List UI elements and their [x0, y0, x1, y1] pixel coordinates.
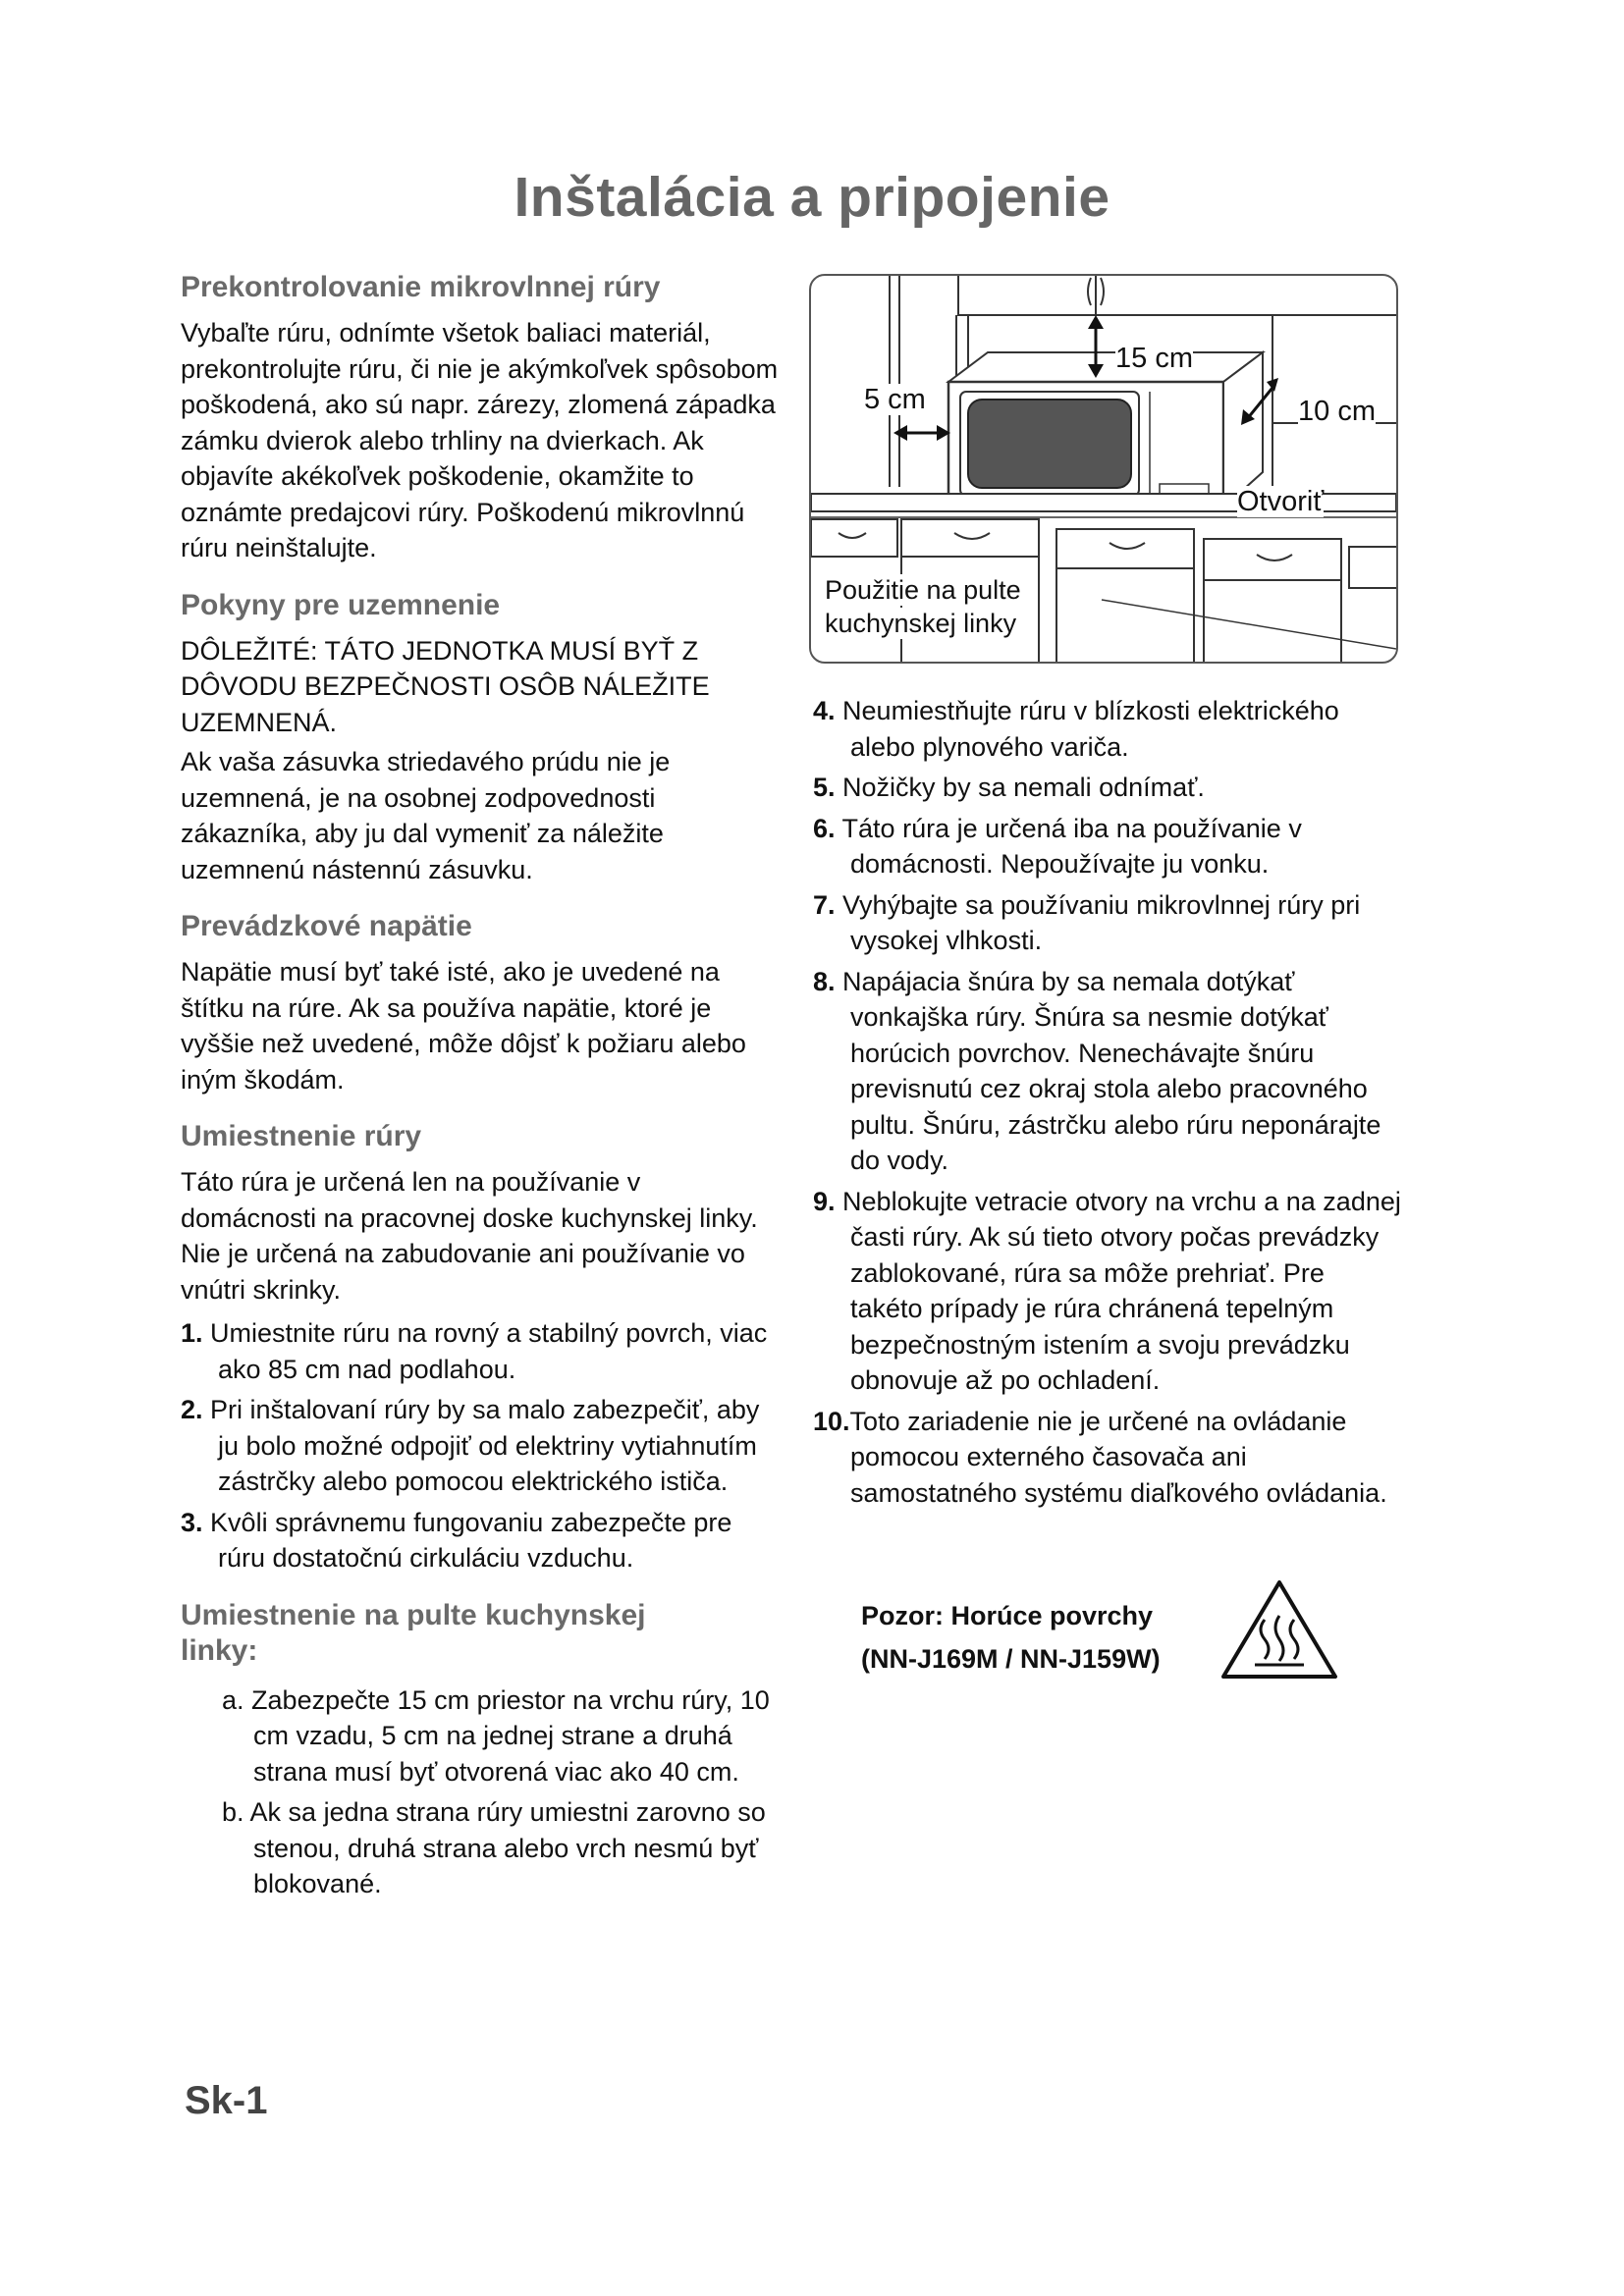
- section-countertop: [181, 1598, 780, 1902]
- list-item: 8. Napájacia šnúra by sa nemala dotýkať vonkajška rúry. Šnúra sa nesmie dotýkať horúcich povrchov. Nenechávajte šnúru previsnutú cez okraj stola alebo pracovného pultu. Šnúru, zástrčku alebo rúru neponárajte do vody.: [813, 966, 1381, 1175]
- list-item: 4. Neumiestňujte rúru v blízkosti elektrického alebo plynového variča.: [813, 696, 1339, 762]
- list-item: 2. Pri inštalovaní rúry by sa malo zabezpečiť, aby ju bolo možné odpojiť od elektriny vytiahnutím zástrčky alebo pomocou elektrického ističa.: [181, 1395, 760, 1496]
- section-text: Ak vaša zásuvka striedavého prúdu nie je uzemnená, je na osobnej zodpovednosti zákazníka, aby ju dal vymeniť za náležite uzemnenú nástennú zásuvku.: [181, 747, 671, 884]
- side-clearance-label: 5 cm: [864, 384, 926, 415]
- section-heading: Pokyny pre uzemnenie: [181, 588, 501, 621]
- placement-list: [181, 1315, 780, 1576]
- list-item: 10.Toto zariadenie nie je určené na ovládanie pomocou externého časovača ani samostatného systému diaľkového ovládania.: [813, 1406, 1387, 1508]
- page-title: Inštalácia a pripojenie: [514, 166, 1110, 229]
- top-clearance-label: 15 cm: [1115, 343, 1193, 374]
- section-text: Napätie musí byť také isté, ako je uvedené na štítku na rúre. Ak sa používa napätie, ktoré je vyššie než uvedené, môže dôjsť k požiaru alebo iným škodám.: [181, 957, 746, 1095]
- caution-text: [861, 1594, 1161, 1681]
- section-placement: [181, 1119, 780, 1576]
- list-item: 6. Táto rúra je určená iba na používanie v domácnosti. Nepoužívajte ju vonku.: [813, 813, 1302, 879]
- countertop-label-line2: kuchynskej linky: [825, 609, 1017, 638]
- section-text: Táto rúra je určená len na používanie v domácnosti na pracovnej doske kuchynskej linky. Nie je určená na zabudovanie ani používanie vo vnútri skrinky.: [181, 1167, 758, 1305]
- section-heading: Prevádzkové napätie: [181, 910, 472, 942]
- page-number: Sk-1: [185, 2079, 268, 2122]
- list-item: b. Ak sa jedna strana rúry umiestni zarovno so stenou, druhá strana alebo vrch nesmú byť blokované.: [222, 1797, 766, 1898]
- right-list: [813, 693, 1402, 1516]
- section-heading: Prekontrolovanie mikrovlnnej rúry: [181, 271, 661, 303]
- section-inspection: [181, 270, 780, 566]
- section-voltage: [181, 909, 780, 1097]
- back-clearance-label: 10 cm: [1298, 396, 1376, 427]
- countertop-label-line1: Použitie na pulte: [825, 575, 1021, 605]
- list-item: a. Zabezpečte 15 cm priestor na vrchu rúry, 10 cm vzadu, 5 cm na jednej strane a druhá strana musí byť otvorená viac ako 40 cm.: [222, 1684, 770, 1787]
- list-item: 3. Kvôli správnemu fungovaniu zabezpečte pre rúru dostatočnú cirkuláciu vzduchu.: [181, 1507, 732, 1573]
- installation-diagram: [809, 274, 1398, 664]
- important-notice: DÔLEŽITÉ: TÁTO JEDNOTKA MUSÍ BYŤ Z DÔVODU BEZPEČNOSTI OSÔB NÁLEŽITE UZEMNENÁ.: [181, 635, 710, 737]
- list-item: 1. Umiestnite rúru na rovný a stabilný povrch, viac ako 85 cm nad podlahou.: [181, 1318, 768, 1384]
- open-side-label: Otvoriť: [1237, 486, 1325, 517]
- list-item: 7. Vyhýbajte sa používaniu mikrovlnnej rúry pri vysokej vlhkosti.: [813, 889, 1361, 955]
- section-text: Vybaľte rúru, odnímte všetok baliaci materiál, prekontrolujte rúru, či nie je akýmkoľvek spôsobom poškodená, ako sú napr. zárezy, zlomená západka zámku dvierok alebo trhliny na dvierkach. Ak objavíte akékoľvek poškodenie, okamžite to oznámte predajcovi rúry. Poškodenú mikrovlnnú rúru neinštalujte.: [181, 318, 779, 562]
- hot-surface-warning-icon: [1218, 1576, 1341, 1684]
- section-grounding: [181, 588, 780, 888]
- caution-line1: Pozor: Horúce povrchy: [861, 1601, 1154, 1630]
- left-column: [181, 270, 780, 1924]
- caution-line2: (NN-J169M / NN-J159W): [861, 1644, 1161, 1674]
- list-item: 9. Neblokujte vetracie otvory na vrchu a na zadnej časti rúry. Ak sú tieto otvory počas prevádzky zablokované, rúra sa môže prehriať. Pre takéto prípady je rúra chránená tepelným bezpečnostným istením a svoju prevádzku obnovuje až po ochladení.: [813, 1186, 1401, 1395]
- countertop-list: [181, 1682, 780, 1902]
- section-heading: Umiestnenie rúry: [181, 1120, 422, 1152]
- section-heading: Umiestnenie na pulte kuchynskej linky:: [181, 1598, 646, 1667]
- list-item: 5. Nožičky by sa nemali odnímať.: [813, 773, 1205, 802]
